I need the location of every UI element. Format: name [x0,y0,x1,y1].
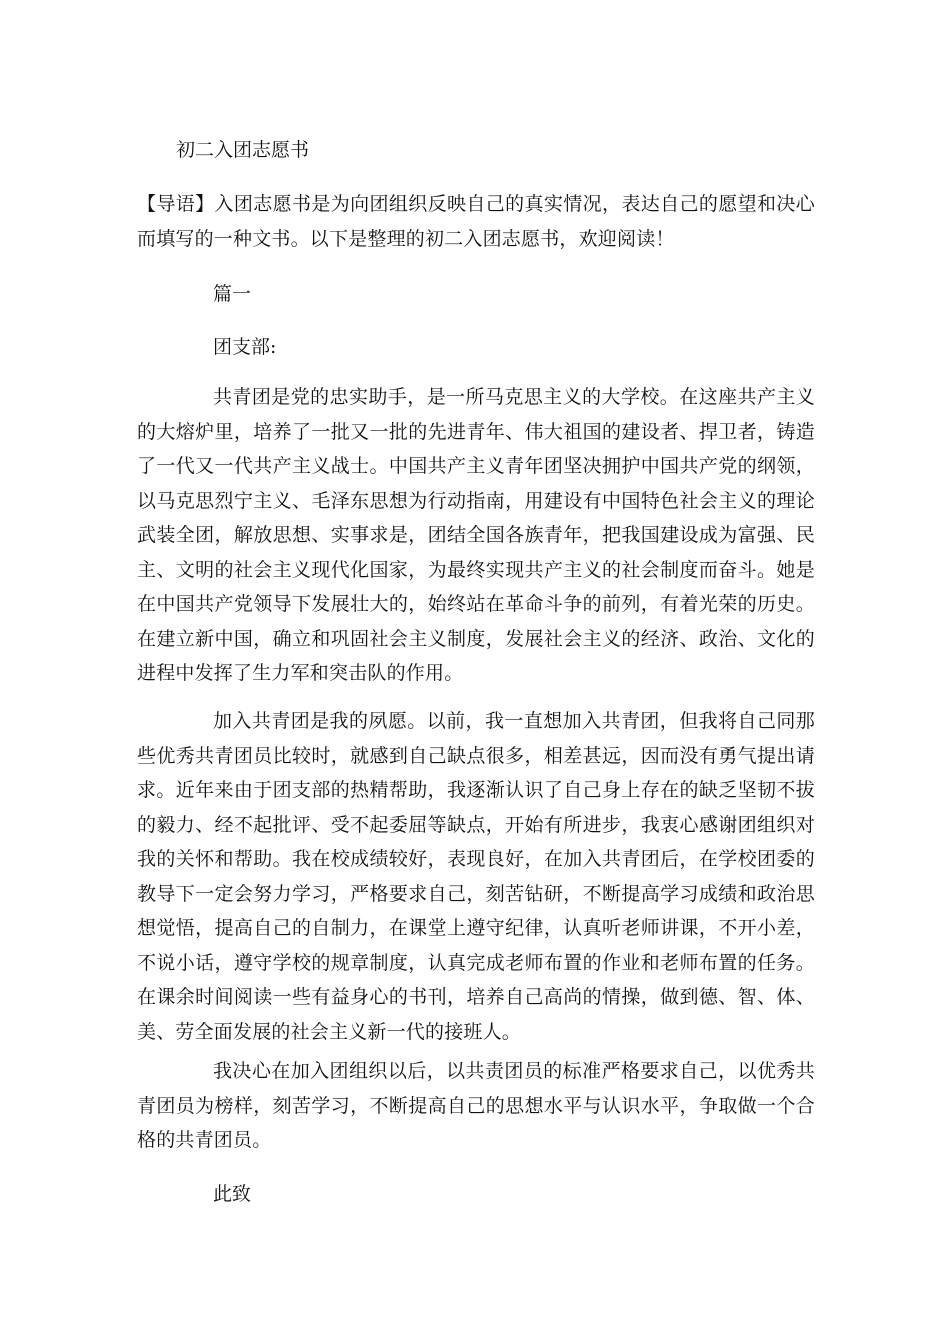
body-paragraph-1: 共青团是党的忠实助手，是一所马克思主义的大学校。在这座共产主义的大熔炉里，培养了一批又一批的先进青年、伟大祖国的建设者、捍卫者，铸造了一代又一代共产主义战士。中国共产主义青年团坚决拥护中国共产党的纲领，以马克思烈宁主义、毛泽东思想为行动指南，用建设有中国特色社会主义的理论武装全团，解放思想、实事求是，团结全国各族青年，把我国建设成为富强、民主、文明的社会主义现代化国家，为最终实现共产主义的社会制度而奋斗。她是在中国共产党领导下发展壮大的，始终站在革命斗争的前列，有着光荣的历史。在建立新中国，确立和巩固社会主义制度，发展社会主义的经济、政治、文化的进程中发挥了生力军和突击队的作用。 [137,386,815,684]
closing-phrase: 此致 [213,1183,252,1205]
document-title: 初二入团志愿书 [176,139,310,161]
section-label: 篇一 [213,283,252,305]
body-paragraph-3: 我决心在加入团组织以后，以共责团员的标准严格要求自己，以优秀共青团员为榜样，刻苦学习，不断提高自己的思想水平与认识水平，争取做一个合格的共青团员。 [137,1060,815,1151]
body-paragraph-2: 加入共青团是我的夙愿。以前，我一直想加入共青团，但我将自己同那些优秀共青团员比较时，就感到自己缺点很多，相差甚远，因而没有勇气提出请求。近年来由于团支部的热精帮助，我逐渐认识了自己身上存在的缺乏坚韧不拔的毅力、经不起批评、受不起委屈等缺点，开始有所进步，我衷心感谢团组织对我的关怀和帮助。我在校成绩较好，表现良好，在加入共青团后，在学校团委的教导下一定会努力学习，严格要求自己，刻苦钻研，不断提高学习成绩和政治思想觉悟，提高自己的自制力，在课堂上遵守纪律，认真听老师讲课，不开小差，不说小话，遵守学校的规章制度，认真完成老师布置的作业和老师布置的任务。在课余时间阅读一些有益身心的书刊，培养自己高尚的情操，做到德、智、体、美、劳全面发展的社会主义新一代的接班人。 [137,710,815,1043]
salutation: 团支部: [213,336,277,358]
intro-paragraph: 【导语】入团志愿书是为向团组织反映自己的真实情况，表达自己的愿望和决心而填写的一种文书。以下是整理的初二入团志愿书，欢迎阅读！ [137,193,815,250]
